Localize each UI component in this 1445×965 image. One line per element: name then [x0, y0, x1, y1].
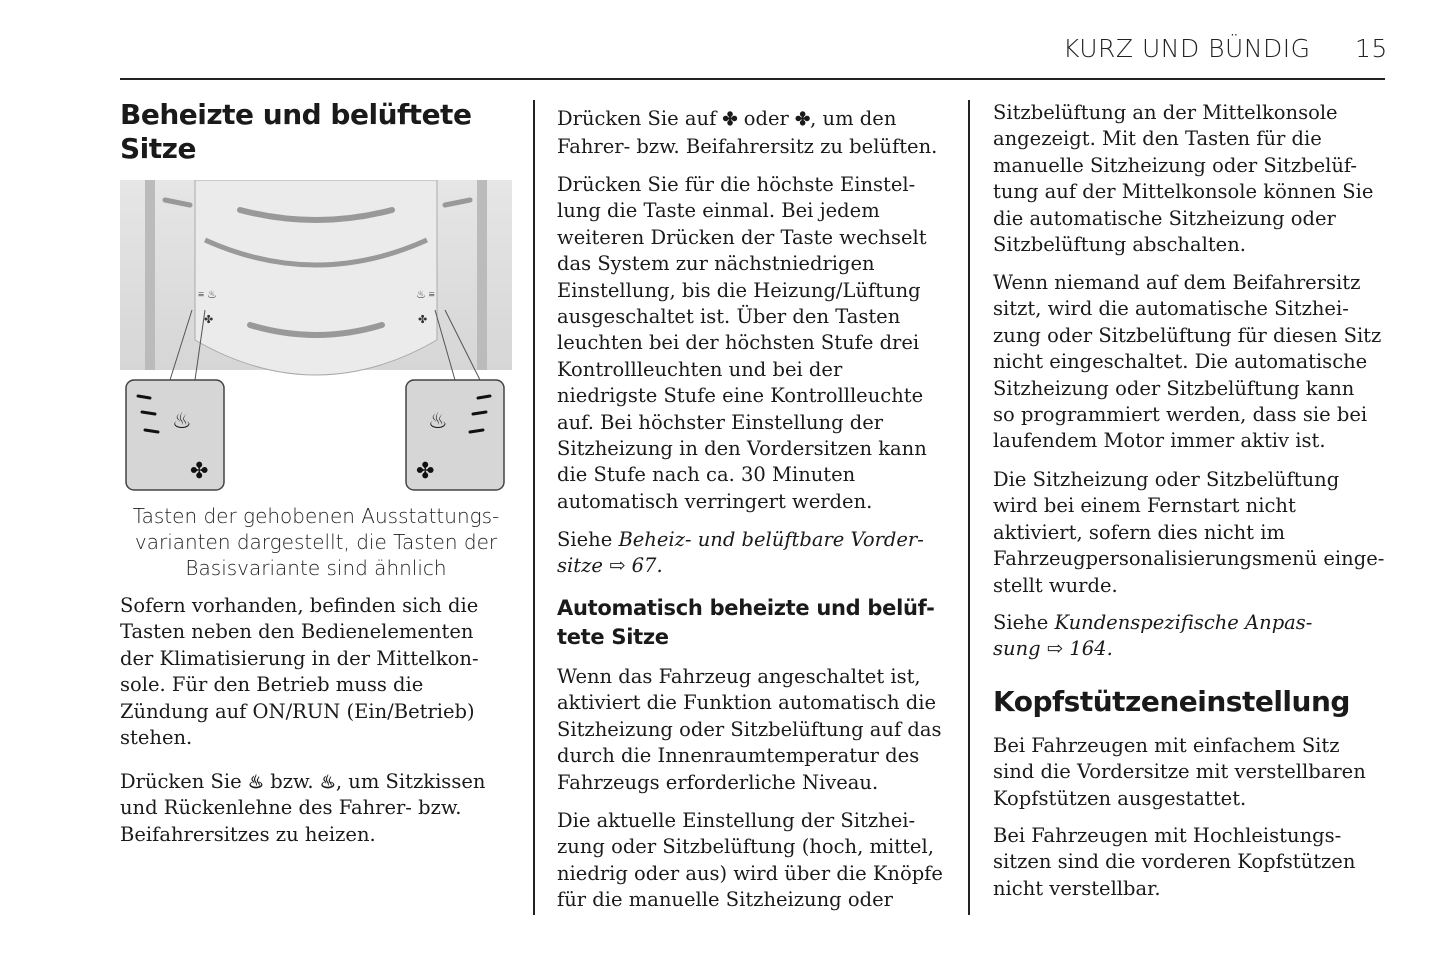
- section-heading: Beheizte und belüftete Sitze: [120, 98, 472, 165]
- section-title: KURZ UND BÜNDIG: [1063, 34, 1311, 63]
- paragraph: Drücken Sie für die höchste Einstel- lung die Taste einmal. Bei jedem weiteren Drücken der Taste wechselt das System zur nächstniedrigen Einstellung, bis die Heizung/Lüftung ausgeschaltet ist. Über den Tasten leuchten bei der höchsten Stufe drei Kontrollleuchten und bei der niedrigste Stufe eine Kontrollleuchte auf. Bei höchster Einstellung der Sitzheizung in den Vordersitzen kann die Stufe nach ca. 30 Minuten automatisch verringert werden.: [557, 173, 927, 513]
- seat-heat-driver-icon: ♨: [247, 772, 265, 793]
- column-divider: [533, 100, 535, 915]
- console-illustration: [120, 180, 512, 494]
- paragraph: [993, 610, 1393, 663]
- seat-heat-passenger-icon: ♨: [319, 772, 336, 793]
- header-rule: [120, 78, 1385, 80]
- text: Drücken Sie: [120, 770, 248, 793]
- svg-text:♨: ♨: [172, 408, 192, 433]
- paragraph: [557, 527, 952, 580]
- paragraph: Sitzbelüftung an der Mittelkonsole angezeigt. Mit den Tasten für die manuelle Sitzheizung oder Sitzbelüf- tung auf der Mittelkonsole können Sie die automatische Sitzheizung oder Sitzbelüftung abschalten.: [993, 101, 1374, 257]
- figure-caption: Tasten der gehobenen Ausstattungs- varianten dargestellt, die Tasten der Basisvariante sind ähnlich: [132, 504, 500, 580]
- text: , um Sitzkissen und Rückenlehne des Fahrer- bzw. Beifahrersitzes zu heizen.: [120, 770, 486, 846]
- svg-text:✤: ✤: [190, 458, 209, 483]
- paragraph: Die aktuelle Einstellung der Sitzhei- zung oder Sitzbelüftung (hoch, mittel, niedrig oder aus) wird über die Knöpfe für die manuelle Sitzheizung oder: [557, 809, 943, 912]
- paragraph: Sofern vorhanden, befinden sich die Tasten neben den Bedienelementen der Klimatisierung in der Mittelkon- sole. Für den Betrieb muss die Zündung auf ON/RUN (Ein/Betrieb) stehen.: [120, 594, 479, 750]
- svg-text:♨: ♨: [428, 408, 448, 433]
- seat-vent-passenger-icon: ✤: [795, 109, 811, 130]
- text: Siehe: [557, 528, 619, 551]
- column-divider: [968, 100, 970, 915]
- paragraph: Wenn das Fahrzeug angeschaltet ist, aktiviert die Funktion automatisch die Sitzheizung oder Sitzbelüftung auf das durch die Innenraumtemperatur des Fahrzeugs erforderliche Niveau.: [557, 665, 942, 794]
- text: Siehe: [993, 611, 1055, 634]
- section-heading: Kopfstützeneinstellung: [993, 685, 1350, 718]
- cross-reference-link[interactable]: Kundenspezifische Anpas- sung ⇨ 164.: [993, 611, 1313, 661]
- svg-text:≡ ♨: ≡ ♨: [198, 289, 217, 301]
- svg-text:✤: ✤: [418, 314, 428, 326]
- page-number: 15: [1355, 34, 1388, 63]
- text: bzw.: [264, 770, 320, 793]
- paragraph: [120, 769, 515, 848]
- subsection-heading: Automatisch beheizte und belüf- tete Sitze: [557, 596, 935, 649]
- paragraph: Bei Fahrzeugen mit einfachem Sitz sind die Vordersitze mit verstellbaren Kopfstützen ausgestattet.: [993, 734, 1366, 810]
- svg-text:✤: ✤: [204, 314, 214, 326]
- paragraph: Wenn niemand auf dem Beifahrersitz sitzt, wird die automatische Sitzhei- zung oder Sitzbelüftung für diesen Sitz nicht eingeschaltet. Die automatische Sitzheizung oder Sitzbelüftung kann so programmiert werden, dass sie bei laufendem Motor immer aktiv ist.: [993, 271, 1382, 453]
- seat-vent-driver-icon: ✤: [722, 109, 738, 130]
- paragraph: [557, 105, 952, 161]
- text: , um den Fahrer- bzw. Beifahrersitz zu belüften.: [557, 107, 938, 158]
- svg-text:✤: ✤: [416, 458, 435, 483]
- paragraph: Die Sitzheizung oder Sitzbelüftung wird bei einem Fernstart nicht aktiviert, sofern dies nicht im Fahrzeugpersonalisierungsmenü einge- stellt wurde.: [993, 468, 1385, 597]
- cross-reference-link[interactable]: Beheiz- und belüftbare Vorder- sitze ⇨ 67.: [557, 528, 924, 578]
- text: Drücken Sie auf: [557, 107, 723, 130]
- svg-text:♨ ≡: ♨ ≡: [416, 289, 435, 301]
- text: oder: [737, 107, 796, 130]
- paragraph: Bei Fahrzeugen mit Hochleistungs- sitzen sind die vorderen Kopfstützen nicht verstellbar.: [993, 824, 1356, 900]
